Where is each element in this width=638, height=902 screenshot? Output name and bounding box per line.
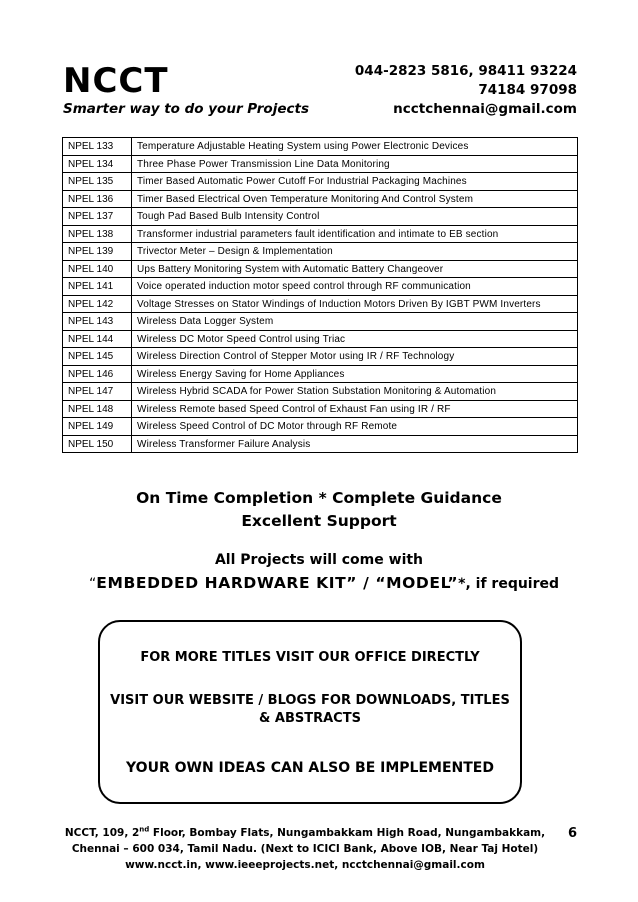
info-box-visit-website [100,692,520,728]
table-row [63,295,578,313]
project-titles-table [62,137,578,453]
footer-address-superscript: nd [139,825,150,834]
footer-address-part2: Floor, Bombay Flats, Nungambakkam High Road, Nungambakkam, [149,827,546,839]
table-row [63,173,578,191]
info-box-visit-website-line2: & ABSTRACTS [259,711,361,726]
footer-websites: www.ncct.in, www.ieeeprojects.net, ncctchennai@gmail.com [125,859,485,871]
project-code: NPEL 140 [63,260,132,278]
project-title: Wireless Hybrid SCADA for Power Station Substation Monitoring & Automation [132,383,578,401]
info-box-visit-office: FOR MORE TITLES VISIT OUR OFFICE DIRECTLY [140,650,480,665]
footer-address-part1: NCCT, 109, 2 [64,827,140,839]
project-title: Transformer industrial parameters fault identification and intimate to EB section [132,225,578,243]
project-title: Wireless Direction Control of Stepper Motor using IR / RF Technology [132,348,578,366]
project-title: Voltage Stresses on Stator Windings of Induction Motors Driven By IGBT PWM Inverters [132,295,578,313]
project-title: Trivector Meter – Design & Implementation [132,243,578,261]
hardware-kit-text: EMBEDDED HARDWARE KIT” / “MODEL” [96,574,459,592]
project-code: NPEL 146 [63,365,132,383]
company-tagline: Smarter way to do your Projects [63,101,309,117]
project-code: NPEL 141 [63,278,132,296]
project-title: Wireless Data Logger System [132,313,578,331]
project-code: NPEL 150 [63,435,132,453]
footer-address [55,825,555,873]
contact-email: ncctchennai@gmail.com [393,101,577,117]
table-row [63,260,578,278]
phone-numbers-line1: 044-2823 5816, 98411 93224 [354,63,577,79]
project-code: NPEL 147 [63,383,132,401]
project-title: Voice operated induction motor speed control through RF communication [132,278,578,296]
info-box [98,620,522,804]
project-code: NPEL 138 [63,225,132,243]
table-row [63,138,578,156]
project-title: Wireless Speed Control of DC Motor through RF Remote [132,418,578,436]
phone-numbers-line2: 74184 97098 [478,82,577,98]
kit-open-quote: “ [89,576,97,592]
projects-come-with: All Projects will come with [214,552,424,568]
table-row [63,190,578,208]
footer-address-line2: Chennai – 600 034, Tamil Nadu. (Next to ICICI Bank, Above IOB, Near Taj Hotel) [71,843,539,855]
project-title: Tough Pad Based Bulb Intensity Control [132,208,578,226]
project-code: NPEL 144 [63,330,132,348]
table-row [63,243,578,261]
table-row [63,418,578,436]
project-title: Three Phase Power Transmission Line Data Monitoring [132,155,578,173]
info-box-visit-website-line1: VISIT OUR WEBSITE / BLOGS FOR DOWNLOADS, TITLES [110,693,510,708]
project-code: NPEL 145 [63,348,132,366]
project-title: Wireless DC Motor Speed Control using Triac [132,330,578,348]
project-title: Ups Battery Monitoring System with Automatic Battery Changeover [132,260,578,278]
info-box-own-ideas: YOUR OWN IDEAS CAN ALSO BE IMPLEMENTED [126,760,494,776]
company-logo: NCCT [63,61,169,101]
table-row [63,348,578,366]
project-code: NPEL 137 [63,208,132,226]
project-code: NPEL 135 [63,173,132,191]
page-number: 6 [568,826,578,841]
project-code: NPEL 143 [63,313,132,331]
table-row [63,225,578,243]
table-row [63,383,578,401]
project-code: NPEL 149 [63,418,132,436]
project-title: Wireless Energy Saving for Home Appliances [132,365,578,383]
project-title: Timer Based Electrical Oven Temperature Monitoring And Control System [132,190,578,208]
project-code: NPEL 142 [63,295,132,313]
table-row [63,278,578,296]
project-code: NPEL 139 [63,243,132,261]
project-rows [63,138,578,453]
kit-suffix: *, if required [458,576,560,592]
project-code: NPEL 136 [63,190,132,208]
project-code: NPEL 134 [63,155,132,173]
promo-line-2: Excellent Support [241,512,397,530]
footer-address-line1 [55,825,555,841]
project-code: NPEL 133 [63,138,132,156]
table-row [63,400,578,418]
table-row [63,208,578,226]
table-row [63,435,578,453]
table-row [63,155,578,173]
project-title: Timer Based Automatic Power Cutoff For Industrial Packaging Machines [132,173,578,191]
table-row [63,313,578,331]
project-title: Wireless Remote based Speed Control of Exhaust Fan using IR / RF [132,400,578,418]
project-title: Temperature Adjustable Heating System using Power Electronic Devices [132,138,578,156]
table-row [63,330,578,348]
promo-line-1: On Time Completion * Complete Guidance [136,489,502,507]
hardware-kit-line [89,574,559,592]
table-row [63,365,578,383]
project-code: NPEL 148 [63,400,132,418]
project-title: Wireless Transformer Failure Analysis [132,435,578,453]
